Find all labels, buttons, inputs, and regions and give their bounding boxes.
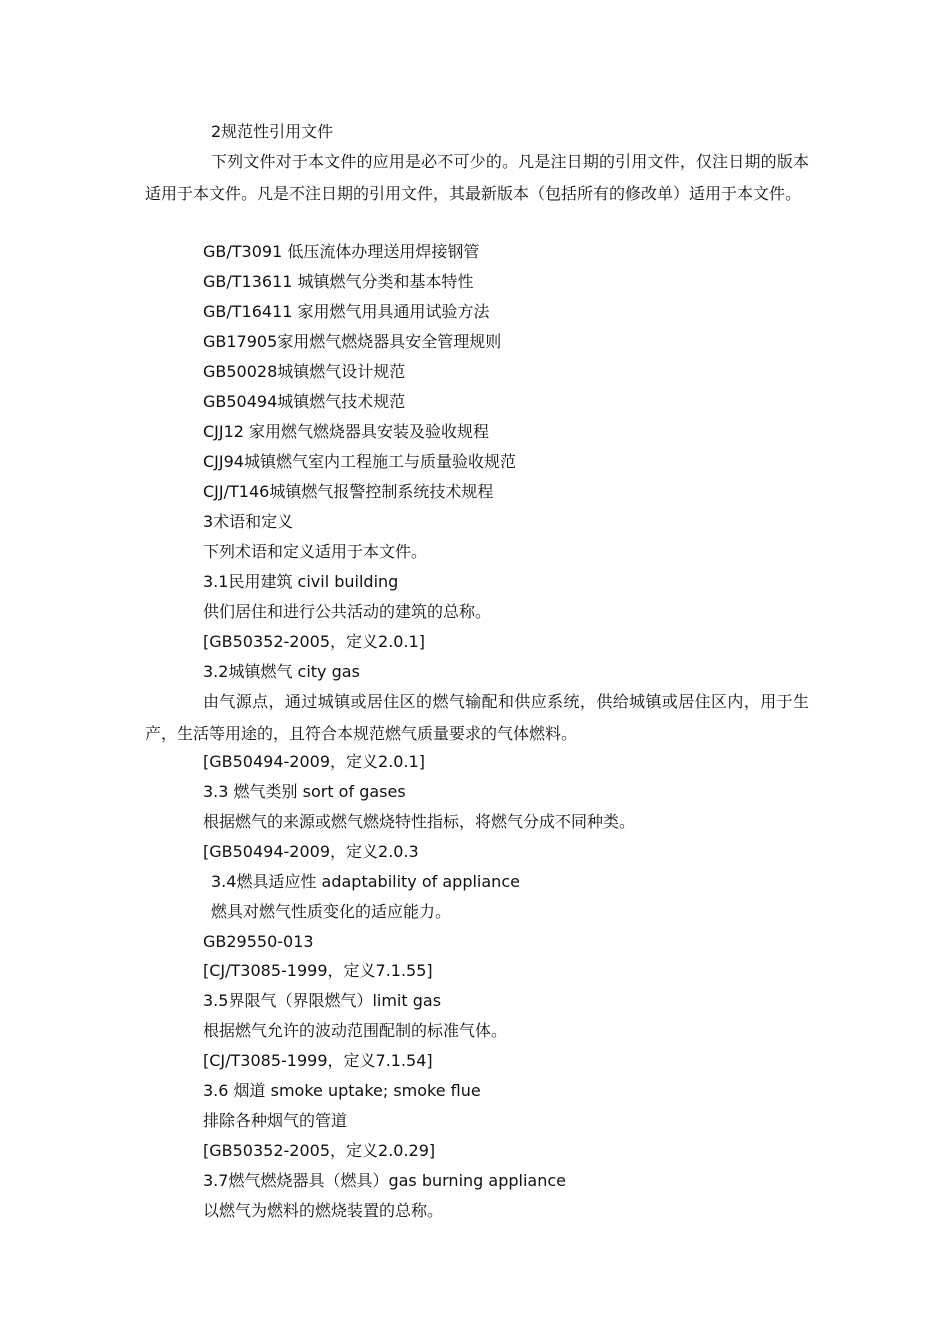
term-definition: 根据燃气允许的波动范围配制的标准气体。 [203,1021,508,1040]
reference-item: GB/T13611 城镇燃气分类和基本特性 [203,272,474,291]
section-2-heading: 2规范性引用文件 [211,122,334,141]
term-definition: 根据燃气的来源或燃气燃烧特性指标，将燃气分成不同种类。 [203,812,636,831]
term-source: [CJ/T3085-1999，定义7.1.55] [203,961,433,980]
term-definition: 供们居住和进行公共活动的建筑的总称。 [203,602,492,621]
reference-item: GB/T16411 家用燃气用具通用试验方法 [203,302,490,321]
term-title: 3.7燃气燃烧器具（燃具）gas burning appliance [203,1171,566,1190]
term-definition: 由气源点，通过城镇或居住区的燃气输配和供应系统，供给城镇或居住区内，用于生产，生活等用途的，且符合本规范燃气质量要求的气体燃料。 [145,692,809,743]
reference-item: GB/T3091 低压流体办理送用焊接钢管 [203,242,480,261]
term-title: 3.4燃具适应性 adaptability of appliance [211,872,520,891]
reference-item: GB50494城镇燃气技术规范 [203,392,406,411]
section-2-intro: 下列文件对于本文件的应用是必不可少的。凡是注日期的引用文件，仅注日期的版本适用于本文件。凡是不注日期的引用文件，其最新版本（包括所有的修改单）适用于本文件。 [145,152,809,203]
term-source: [CJ/T3085-1999，定义7.1.54] [203,1051,433,1070]
term-definition: 以燃气为燃料的燃烧装置的总称。 [203,1201,444,1220]
term-source: [GB50494-2009，定义2.0.3 [203,842,419,861]
term-source: [GB50352-2005，定义2.0.1] [203,632,425,651]
term-source: [GB50494-2009，定义2.0.1] [203,752,425,771]
reference-item: CJJ94城镇燃气室内工程施工与质量验收规范 [203,452,516,471]
term-source: [GB50352-2005，定义2.0.29] [203,1141,436,1160]
term-definition: 排除各种烟气的管道 [203,1111,348,1130]
reference-item: GB17905家用燃气燃烧器具安全管理规则 [203,332,502,351]
term-title: 3.2城镇燃气 city gas [203,662,360,681]
reference-item: GB50028城镇燃气设计规范 [203,362,406,381]
reference-item: CJJ12 家用燃气燃烧器具安装及验收规程 [203,422,490,441]
section-3-heading: 3术语和定义 [203,512,294,531]
term-reference: GB29550-013 [203,932,314,951]
reference-item: CJJ/T146城镇燃气报警控制系统技术规程 [203,482,494,501]
term-title: 3.6 烟道 smoke uptake; smoke flue [203,1081,481,1100]
term-definition: 燃具对燃气性质变化的适应能力。 [211,902,452,921]
term-title: 3.3 燃气类别 sort of gases [203,782,406,801]
term-title: 3.1民用建筑 civil building [203,572,399,591]
section-3-intro: 下列术语和定义适用于本文件。 [203,542,428,561]
term-title: 3.5界限气（界限燃气）limit gas [203,991,442,1010]
